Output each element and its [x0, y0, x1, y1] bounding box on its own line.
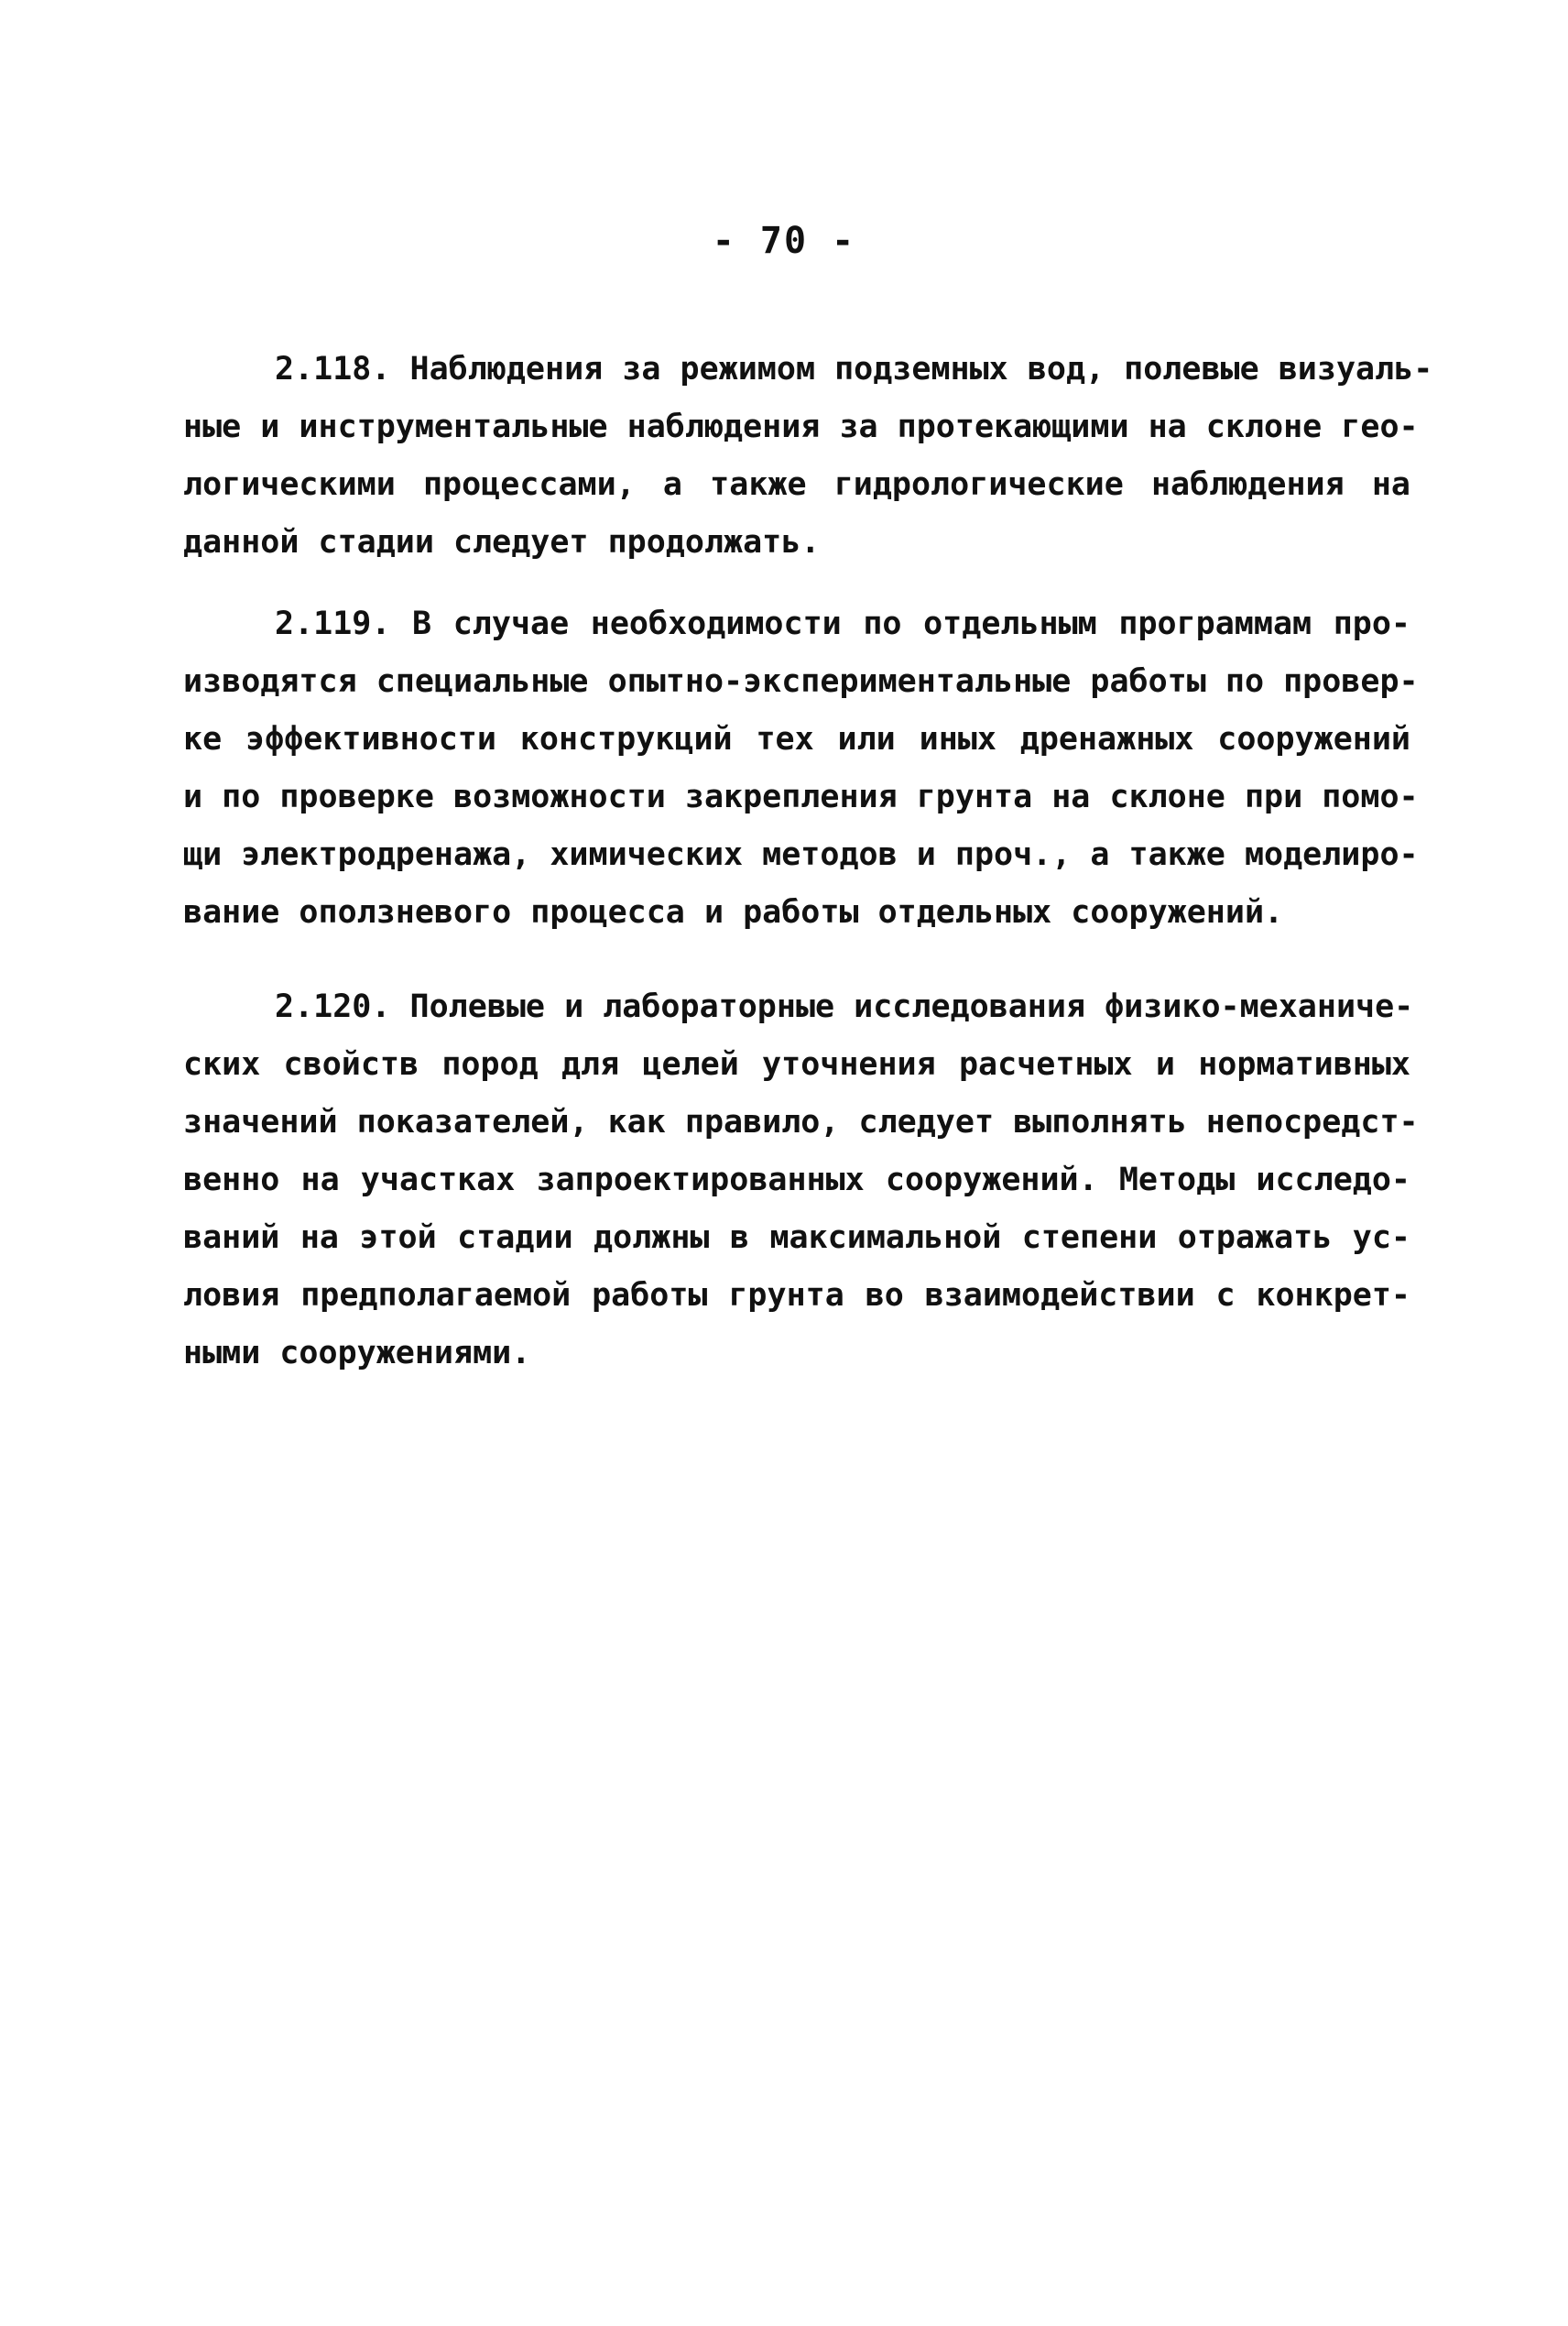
text-line: изводятся специальные опытно-экспериментальные работы по провер- — [183, 663, 1419, 700]
text-line: 2.120. Полевые и лабораторные исследования физико-механиче- — [275, 988, 1414, 1025]
text-line: ловия предполагаемой работы грунта во взаимодействии с конкрет- — [183, 1277, 1410, 1314]
paragraph-2-119 — [183, 595, 1419, 942]
text-line: 2.119. В случае необходимости по отдельным программам про- — [275, 606, 1410, 642]
text-line: логическими процессами, а также гидрологические наблюдения на — [183, 466, 1410, 503]
page-number: - 70 - — [712, 220, 856, 262]
paragraph-2-118 — [183, 341, 1433, 572]
text-line: данной стадии следует продолжать. — [183, 524, 821, 561]
text-line: ке эффективности конструкций тех или иных дренажных сооружений — [183, 721, 1410, 758]
text-line: значений показателей, как правило, следует выполнять непосредст- — [183, 1104, 1419, 1141]
text-line: ными сооружениями. — [183, 1335, 531, 1371]
text-line: и по проверке возможности закрепления грунта на склоне при помо- — [183, 779, 1419, 815]
text-line: ваний на этой стадии должны в максимальной степени отражать ус- — [183, 1219, 1410, 1256]
text-line: вание оползневого процесса и работы отдельных сооружений. — [183, 894, 1284, 931]
text-line: венно на участках запроектированных сооружений. Методы исследо- — [183, 1162, 1410, 1198]
paragraph-2-120 — [183, 978, 1419, 1382]
text-line: щи электродренажа, химических методов и проч., а также моделиро- — [183, 836, 1419, 873]
text-line: 2.118. Наблюдения за режимом подземных вод, полевые визуаль- — [275, 351, 1433, 388]
text-line: ные и инструментальные наблюдения за протекающими на склоне гео- — [183, 409, 1419, 445]
text-line: ских свойств пород для целей уточнения расчетных и нормативных — [183, 1046, 1410, 1083]
